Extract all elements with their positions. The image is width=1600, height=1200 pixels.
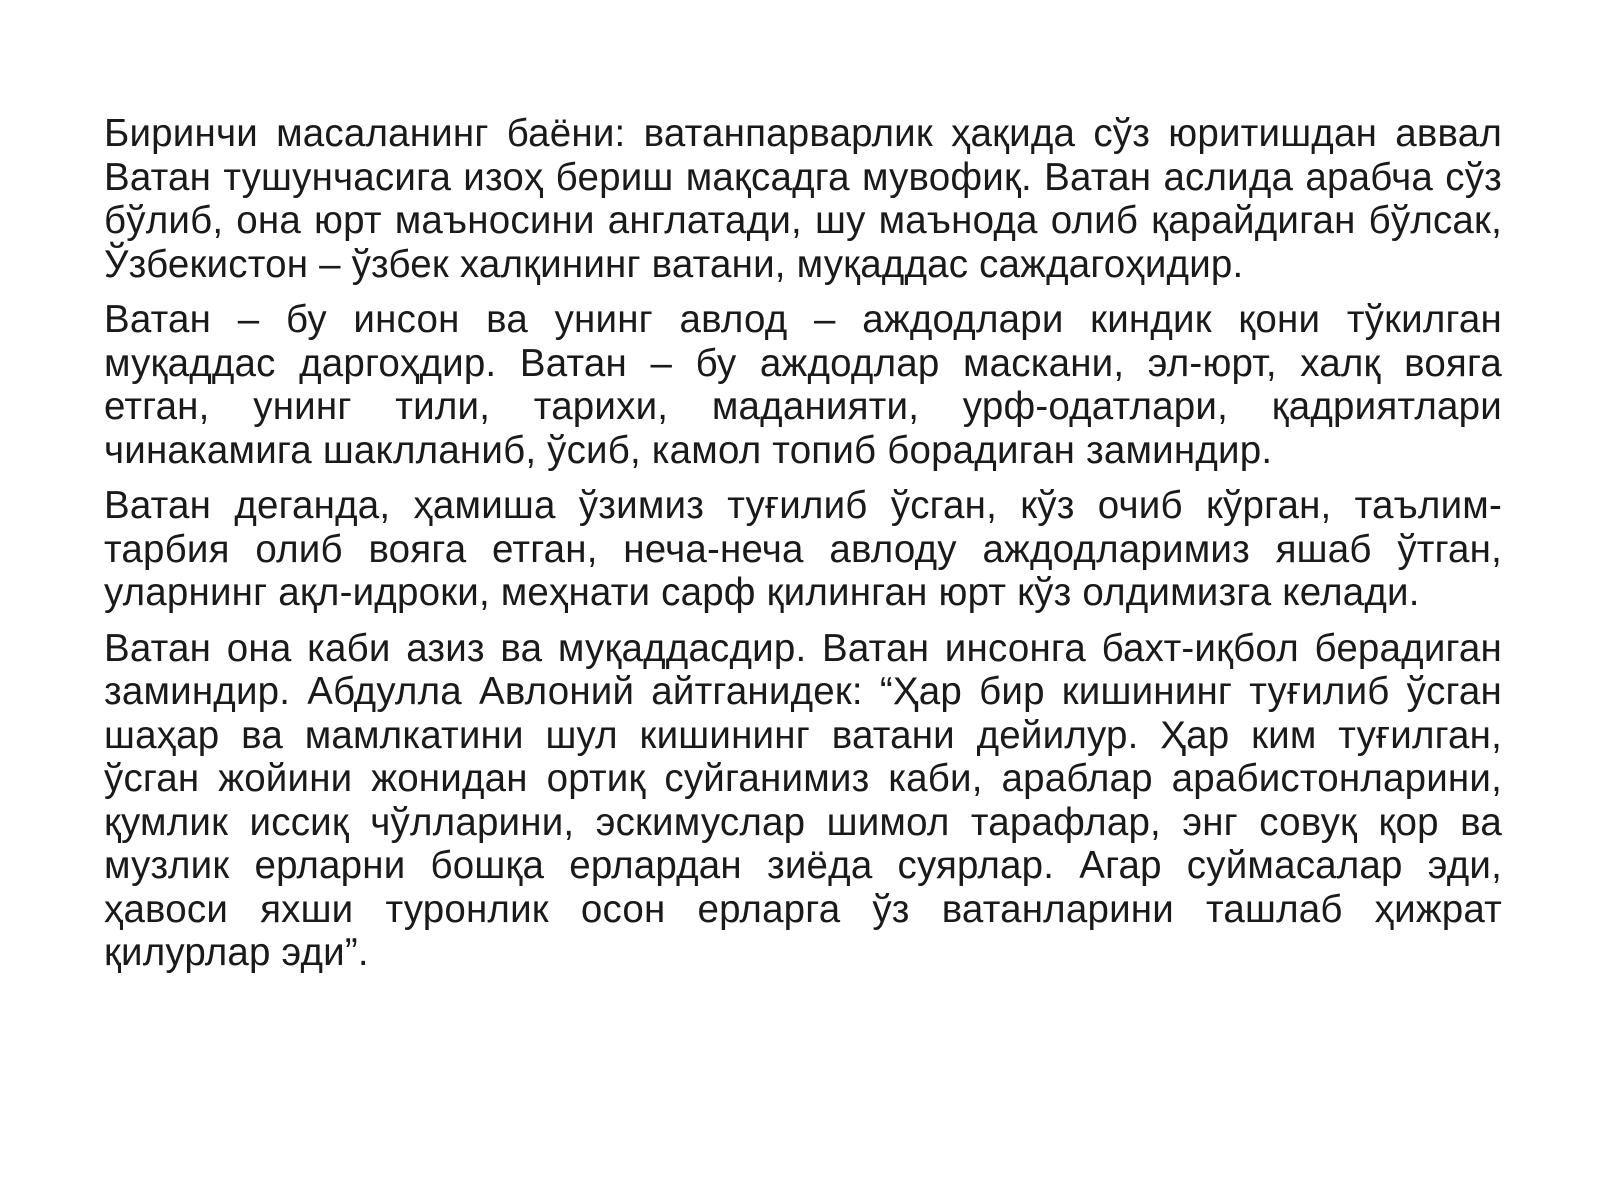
- paragraph-2: Ватан – бу инсон ва унинг авлод – аждодлари киндик қони тўкилган муқаддас даргоҳдир. Ватан – бу аждодлар маскани, эл-юрт, халқ вояга етган, унинг тили, тарихи, маданияти, урф-одатлари, қадриятлари чинакамига шаклланиб, ўсиб, камол топиб борадиган заминдир.: [104, 298, 1502, 472]
- paragraph-1: Биринчи масаланинг баёни: ватанпарварлик ҳақида сўз юритишдан аввал Ватан тушунчасига изоҳ бериш мақсадга мувофиқ. Ватан аслида арабча сўз бўлиб, она юрт маъносини англатади, шу маънода олиб қарайдиган бўлсак, Ўзбекистон – ўзбек халқининг ватани, муқаддас саждагоҳидир.: [104, 112, 1502, 286]
- paragraph-4: Ватан она каби азиз ва муқаддасдир. Ватан инсонга бахт-иқбол берадиган заминдир. Абдулла Авлоний айтганидек: “Ҳар бир кишининг туғилиб ўсган шаҳар ва мамлкатини шул кишининг ватани дейилур. Ҳар ким туғилган, ўсган жойини жонидан ортиқ суйганимиз каби, араблар арабистонларини, қумлик иссиқ чўлларини, эскимуслар шимол тарафлар, энг совуқ қор ва музлик ерларни бошқа ерлардан зиёда суярлар. Агар суймасалар эди, ҳавоси яхши туронлик осон ерларга ўз ватанларини ташлаб ҳижрат қилурлар эди”.: [104, 626, 1502, 974]
- document-body: [104, 112, 1502, 987]
- paragraph-3: Ватан деганда, ҳамиша ўзимиз туғилиб ўсган, кўз очиб кўрган, таълим-тарбия олиб вояга етган, неча-неча авлоду аждодларимиз яшаб ўтган, уларнинг ақл-идроки, меҳнати сарф қилинган юрт кўз олдимизга келади.: [104, 484, 1502, 614]
